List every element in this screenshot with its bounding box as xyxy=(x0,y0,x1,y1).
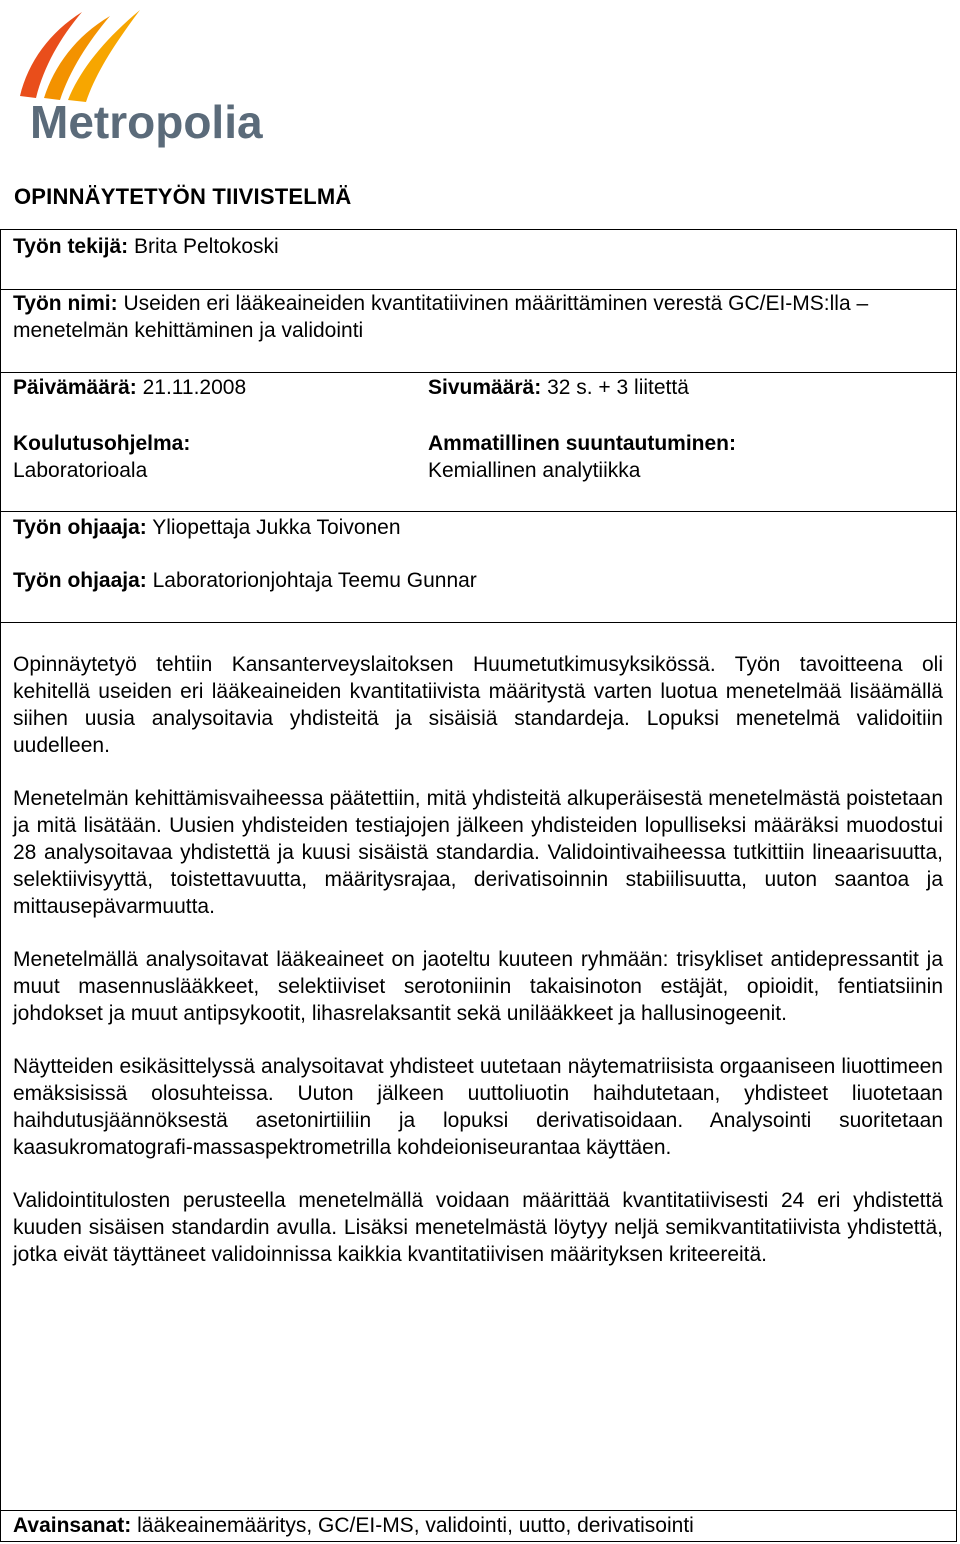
supervisor-field-1 xyxy=(13,514,401,541)
author-field xyxy=(13,233,279,260)
logo-wordmark: Metropolia xyxy=(30,96,263,148)
programme-label: Koulutusohjelma: xyxy=(13,432,191,455)
programme-value: Laboratorioala xyxy=(13,459,148,482)
supervisor-label-2: Työn ohjaaja: xyxy=(13,569,147,592)
supervisor-value-1: Yliopettaja Jukka Toivonen xyxy=(146,516,401,539)
supervisor-field-2 xyxy=(13,567,477,594)
document-title: OPINNÄYTETYÖN TIIVISTELMÄ xyxy=(14,184,352,209)
supervisor-value-2: Laboratorionjohtaja Teemu Gunnar xyxy=(146,569,477,592)
abstract-paragraph: Menetelmällä analysoitavat lääkeaineet on jaoteltu kuuteen ryhmään: trisykliset antidepressantit ja muut masennuslääkkeet, selektiiviset serotoniinin takaisinoton estäjät, opioidit, fentiatsiinin johdokset ja muut antipsykootit, lihasrelaksantit sekä unilääkkeet ja hallusinogeenit. xyxy=(13,948,943,1025)
date-value: 21.11.2008 xyxy=(136,376,247,399)
thesis-name-value: Useiden eri lääkeaineiden kvantitatiivinen määrittäminen verestä GC/EI-MS:lla – menetelmän kehittäminen ja validointi xyxy=(13,292,869,342)
abstract-paragraph: Menetelmän kehittämisvaiheessa päätettiin, mitä yhdisteitä alkuperäisestä menetelmästä poistetaan ja mitä lisätään. Uusien yhdisteiden testiajojen jälkeen yhdisteiden lopulliseksi määräksi muodostui 28 analysoitavaa yhdistettä ja kuusi sisäistä standardia. Validointivaiheessa tutkittiin lineaarisuutta, selektiivisyyttä, toistettavuutta, määritysrajaa, derivatisoinnin stabiilisuutta, uuton saantoa ja mittausepävarmuutta. xyxy=(13,787,943,918)
abstract-text xyxy=(13,651,943,1294)
metropolia-logo xyxy=(10,4,280,149)
thesis-name-label: Työn nimi: xyxy=(13,292,118,315)
supervisor-label-1: Työn ohjaaja: xyxy=(13,516,147,539)
keywords-label: Avainsanat: xyxy=(13,1514,132,1537)
logo-flame-icon xyxy=(20,10,140,102)
author-label: Työn tekijä: xyxy=(13,235,129,258)
specialisation-label: Ammatillinen suuntautuminen: xyxy=(428,432,737,455)
page-count-value: 32 s. + 3 liitettä xyxy=(541,376,689,399)
thesis-name-field xyxy=(13,290,893,344)
specialisation-field xyxy=(428,430,736,484)
keywords-field xyxy=(13,1512,694,1539)
row-divider xyxy=(1,1510,956,1511)
page-count-field xyxy=(428,374,689,401)
abstract-paragraph: Näytteiden esikäsittelyssä analysoitavat yhdisteet uutetaan näytematriisista orgaaniseen liuottimeen emäksisissä olosuhteissa. Uuton jälkeen uuttoliuotin haihdutetaan, yhdisteet liuotetaan haihdutusjäännöksestä asetonirtiiliin ja lopuksi derivatisoidaan. Analysointi suoritetaan kaasukromatografi-massaspektrometrilla kohdeioniseurantaa käyttäen. xyxy=(13,1055,943,1159)
specialisation-value: Kemiallinen analytiikka xyxy=(428,459,641,482)
author-value: Brita Peltokoski xyxy=(128,235,279,258)
date-field xyxy=(13,374,246,401)
date-label: Päivämäärä: xyxy=(13,376,137,399)
abstract-paragraph: Validointitulosten perusteella menetelmällä voidaan määrittää kvantitatiivisesti 24 eri yhdistettä kuuden sisäisen standardin avulla. Lisäksi menetelmästä löytyy neljä semikvantitatiivista yhdistettä, jotka eivät täyttäneet validoinnissa kaikkia kvantitatiivisen määrityksen kriteereitä. xyxy=(13,1189,943,1266)
page-count-label: Sivumäärä: xyxy=(428,376,542,399)
abstract-paragraph: Opinnäytetyö tehtiin Kansanterveyslaitoksen Huumetutkimusyksikössä. Työn tavoitteena oli kehitellä useiden eri lääkeaineiden kvantitatiivista määritystä varten luotua menetelmää lisäämällä siihen uusia analysoitavia yhdisteitä ja sisäisiä standardeja. Lopuksi menetelmä validoitiin uudelleen. xyxy=(13,653,943,757)
row-divider xyxy=(1,622,956,623)
row-divider xyxy=(1,511,956,512)
keywords-value: lääkeainemääritys, GC/EI-MS, validointi, uutto, derivatisointi xyxy=(131,1514,694,1537)
row-divider xyxy=(1,372,956,373)
programme-field xyxy=(13,430,190,484)
